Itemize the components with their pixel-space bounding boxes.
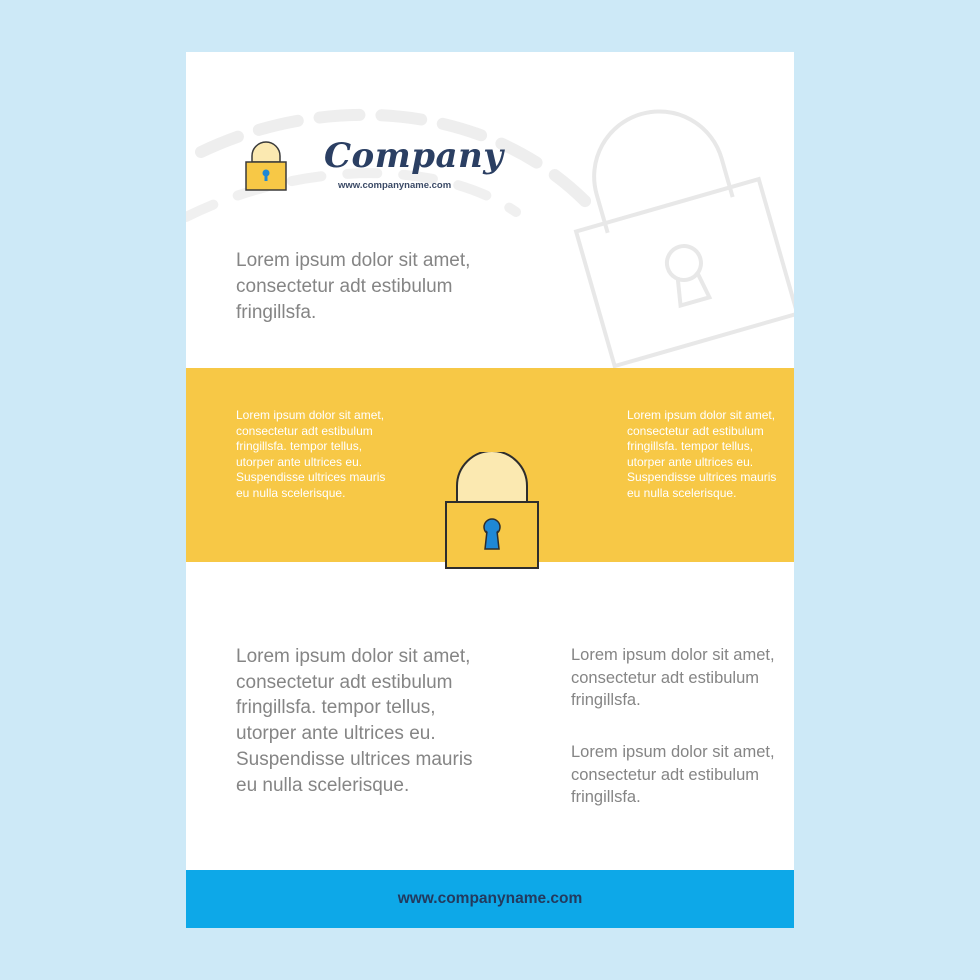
padlock-icon: [444, 452, 540, 572]
band-right-paragraph: Lorem ipsum dolor sit amet, consectetur adt estibulum fringillsfa. tempor tellus, utorper ante ultrices eu. Suspendisse ultrices mauris eu nulla scelerisque.: [627, 408, 777, 500]
brochure-page: [186, 52, 794, 928]
band-left-paragraph: Lorem ipsum dolor sit amet, consectetur adt estibulum fringillsfa. tempor tellus, utorper ante ultrices eu. Suspendisse ultrices mauris eu nulla scelerisque.: [236, 408, 386, 500]
highlight-band: [186, 368, 794, 562]
body-right-paragraph-2: Lorem ipsum dolor sit amet, consectetur adt estibulum fringillsfa.: [571, 743, 775, 806]
body-right-paragraph-1: Lorem ipsum dolor sit amet, consectetur adt estibulum fringillsfa.: [571, 646, 775, 709]
intro-paragraph: Lorem ipsum dolor sit amet, consectetur adt estibulum fringillsfa.: [236, 250, 471, 323]
padlock-icon: [244, 140, 288, 192]
company-name: Company: [324, 136, 504, 176]
footer-bar: [186, 870, 794, 928]
company-url[interactable]: www.companyname.com: [338, 180, 452, 191]
watermark-padlock-icon: [550, 88, 794, 366]
body-left-paragraph: Lorem ipsum dolor sit amet, consectetur adt estibulum fringillsfa. tempor tellus, utorper ante ultrices eu. Suspendisse ultrices mauris eu nulla scelerisque.: [236, 646, 473, 796]
footer-url-link[interactable]: www.companyname.com: [397, 890, 583, 907]
